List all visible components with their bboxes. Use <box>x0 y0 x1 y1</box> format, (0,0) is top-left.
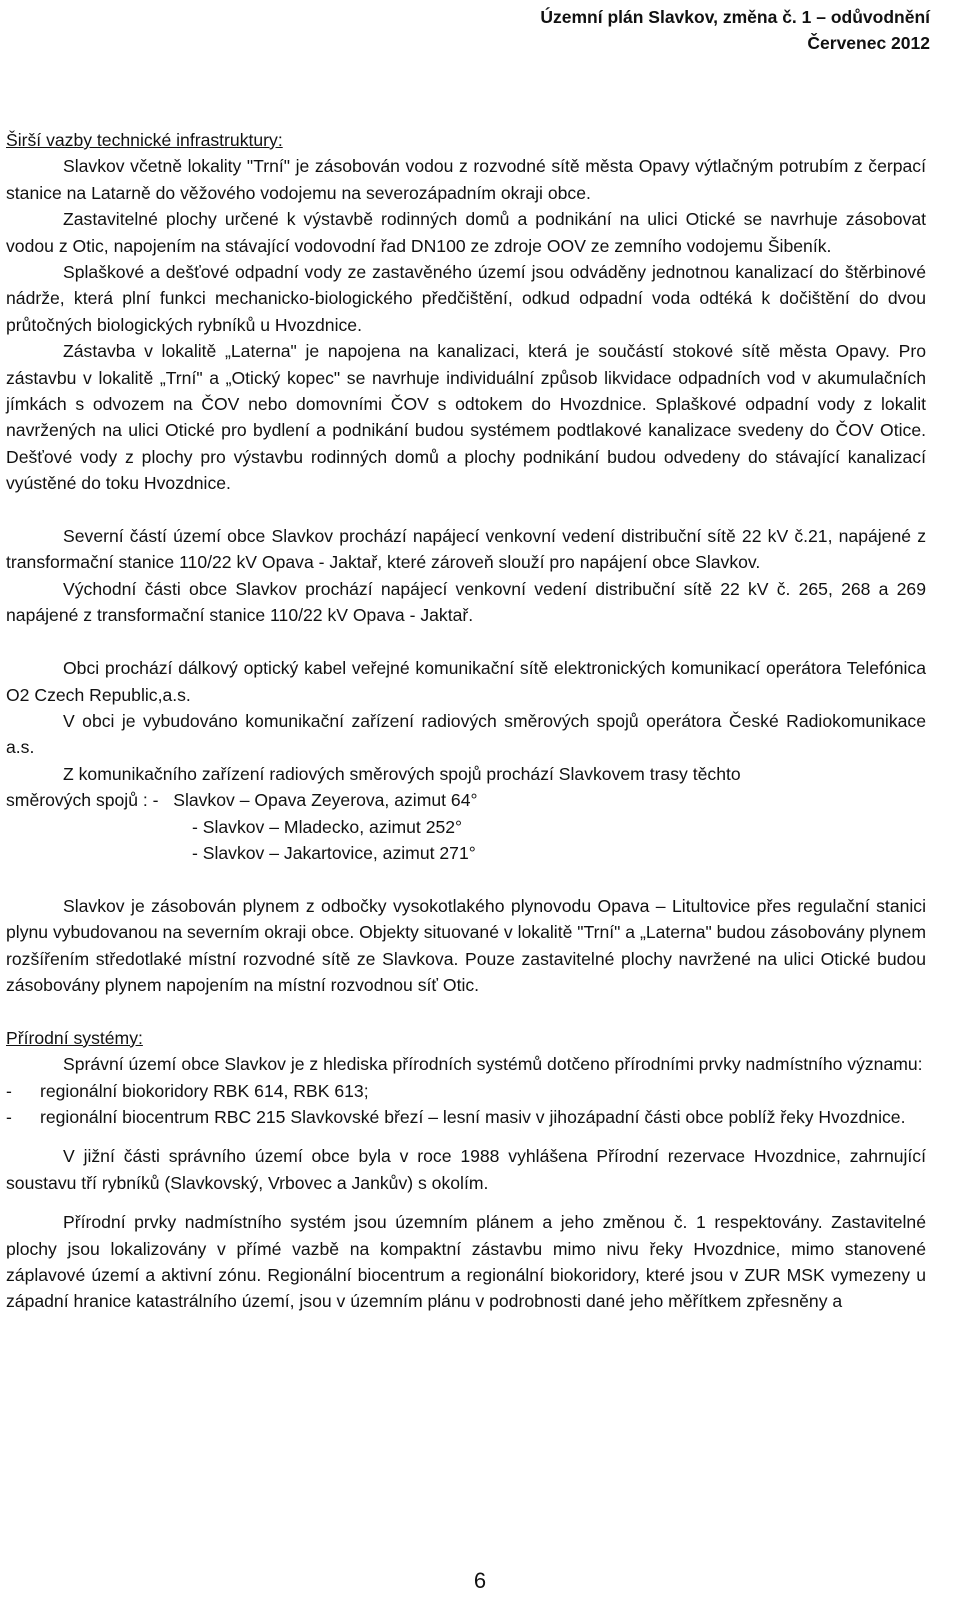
page-header <box>540 4 930 56</box>
paragraph-gas-supply: Slavkov je zásobován plynem z odbočky vysokotlakého plynovodu Opava – Litultovice přes regulační stanici plynu vybudovanou na severním okraji obce. Objekty situované v lokalitě "Trní" a „Laterna" budou zásobovány plynem rozšířením středotlaké místní rozvodné sítě ze Slavkova. Pouze zastavitelné plochy navržené na ulici Otické budou zásobovány plynem napojením na místní rozvodnou síť Otic. <box>6 895 926 995</box>
paragraph-nature-respected: Přírodní prvky nadmístního systém jsou územním plánem a jeho změnou č. 1 respektovány. Zastavitelné plochy jsou lokalizovány v přímé vazbě na kompaktní zástavbu mimo nivu řeky Hvozdnice, mimo stanovené záplavové území a aktivní zónu. Regionální biocentrum a regionální biokoridory, které jsou v ZUR MSK vymezeny u západní hranice katastrálního území, jsou v územním plánu v podrobnosti dané jeho měřítkem zpřesněny a <box>6 1212 926 1312</box>
paragraph-water-supply: Slavkov včetně lokality "Trní" je zásobován vodou z rozvodné sítě města Opavy výtlačným potrubím z čerpací stanice na Latarně do věžového vodojemu na severozápadním okraji obce. <box>6 156 926 203</box>
paragraph-nature-reserve: V jižní části správního území obce byla v roce 1988 vyhlášena Přírodní rezervace Hvozdnice, zahrnující soustavu tří rybníků (Slavkovský, Vrbovec a Jankův) s okolím. <box>6 1146 926 1193</box>
route-text: Slavkov – Opava Zeyerova, azimut 64° <box>173 790 478 811</box>
paragraph-radio-equipment: V obci je vybudováno komunikační zařízení radiových směrových spojů operátora České Radiokomunikace a.s. <box>6 710 926 758</box>
page-content <box>6 127 926 1315</box>
paragraph-sewage-localities: Zástavba v lokalitě „Laterna" je napojena na kanalizaci, která je součástí stokové sítě města Opavy. Pro zástavbu v lokalitě „Trní" a „Otický kopec" se navrhuje individuální způsob likvidace odpadních vod v akumulačních jímkách s odvozem na ČOV nebo domovními ČOV s odtokem do Hvozdnice. Splaškové odpadní vody z lokalit navržených na ulici Otické pro bydlení a podnikání budou systémem podtlakové kanalizace svedeny do ČOV Otice. Dešťové vody z plochy pro výstavbu rodinných domů a plochy podnikání budou odvedeny do stávající kanalizací vyústěné do toku Hvozdnice. <box>6 341 926 494</box>
document-date: Červenec 2012 <box>807 33 930 53</box>
paragraph-power-north: Severní částí území obce Slavkov prochází napájecí venkovní vedení distribuční sítě 22 kV č.21, napájené z transformační stanice 110/22 kV Opava - Jaktař, které zároveň slouží pro napájení obce Slavkov. <box>6 526 926 573</box>
section-heading-nature: Přírodní systémy: <box>6 1027 143 1048</box>
paragraph-nature-intro: Správní území obce Slavkov je z hlediska přírodních systémů dotčeno přírodními prvky nadmístního významu: <box>63 1054 923 1075</box>
routes-lead: směrových spojů : - <box>6 790 159 811</box>
paragraph-sewage: Splaškové a dešťové odpadní vody ze zastavěného území jsou odváděny jednotnou kanalizací do štěrbinové nádrže, která plní funkci mechanicko-biologického předčištění, odkud odpadní voda odtéká k dočištění do dvou průtočných biologických rybníků u Hvozdnice. <box>6 262 926 335</box>
route-text: - Slavkov – Jakartovice, azimut 271° <box>192 842 476 863</box>
bullet-text: regionální biocentrum RBC 215 Slavkovské březí – lesní masiv v jihozápadní části obce poblíž řeky Hvozdnice. <box>40 1106 906 1127</box>
paragraph-optical-cable: Obci prochází dálkový optický kabel veřejné komunikační sítě elektronických komunikací operátora Telefónica O2 Czech Republic,a.s. <box>6 658 926 705</box>
section-heading-infrastructure: Širší vazby technické infrastruktury: <box>6 130 283 150</box>
list-item <box>6 840 926 866</box>
list-item: - regionální biocentrum RBC 215 Slavkovské březí – lesní masiv v jihozápadní části obce poblíž řeky Hvozdnice. <box>6 1104 926 1130</box>
route-text: - Slavkov – Mladecko, azimut 252° <box>192 816 463 837</box>
radio-routes-list <box>6 787 926 866</box>
document-title: Územní plán Slavkov, změna č. 1 – odůvodnění <box>540 7 930 27</box>
bullet-text: regionální biokoridory RBK 614, RBK 613; <box>40 1080 369 1101</box>
list-item <box>6 814 926 840</box>
page-number: 6 <box>473 1568 487 1593</box>
list-item: - regionální biokoridory RBK 614, RBK 613; <box>6 1078 926 1104</box>
paragraph-water-plan: Zastavitelné plochy určené k výstavbě rodinných domů a podnikání na ulici Otické se navrhuje zásobovat vodou z Otic, napojením na stávající vodovodní řad DN100 ze zdroje OOV ze zemního vodojemu Šibeník. <box>6 209 926 256</box>
paragraph-radio-routes: Z komunikačního zařízení radiových směrových spojů prochází Slavkovem trasy těchto <box>63 763 741 784</box>
list-item <box>6 787 926 813</box>
paragraph-power-east: Východní části obce Slavkov prochází napájecí venkovní vedení distribuční sítě 22 kV č. 265, 268 a 269 napájené z transformační stanice 110/22 kV Opava - Jaktař. <box>6 578 926 626</box>
